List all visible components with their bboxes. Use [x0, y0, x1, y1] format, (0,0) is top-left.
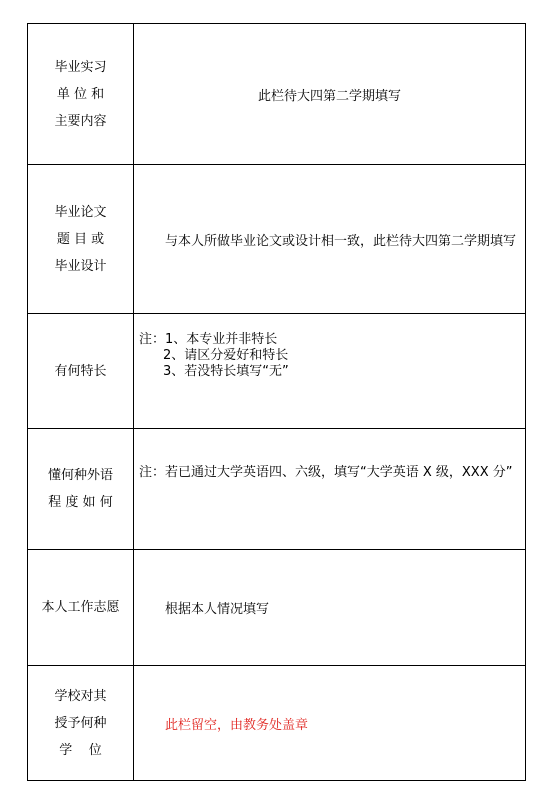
label-line: 程 度 如 何 — [48, 495, 113, 510]
label-line: 学 位 — [59, 742, 102, 758]
label-line: 授予何种 — [54, 715, 107, 731]
table-row — [28, 314, 526, 429]
label-line: 主要内容 — [54, 113, 107, 129]
label-line: 毕业实习 — [54, 59, 107, 75]
content-internship — [134, 24, 526, 165]
label-line: 学校对其 — [54, 688, 107, 704]
specialty-notes — [134, 332, 525, 380]
language-note — [134, 465, 525, 481]
table-row — [28, 666, 526, 781]
content-language — [134, 429, 526, 550]
label-line: 有何特长 — [54, 363, 107, 379]
label-degree — [28, 666, 134, 781]
content-text: 此栏待大四第二学期填写 — [257, 88, 401, 104]
label-line: 毕业论文 — [54, 204, 107, 220]
label-line: 懂何种外语 — [47, 468, 113, 483]
table-row — [28, 165, 526, 314]
content-thesis — [134, 165, 526, 314]
table-row — [28, 24, 526, 165]
label-internship — [28, 24, 134, 165]
note-line: 注：1、本专业并非特长 — [139, 332, 278, 347]
note-line: 3、若没特长填写“无” — [163, 364, 289, 379]
label-language — [28, 429, 134, 550]
content-specialty — [134, 314, 526, 429]
label-line: 单 位 和 — [56, 86, 105, 102]
content-text-red: 此栏留空，由教务处盖章 — [165, 717, 309, 733]
content-text: 根据本人情况填写 — [165, 602, 270, 617]
label-line: 毕业设计 — [54, 258, 107, 274]
content-degree — [134, 666, 526, 781]
registration-form-table — [27, 23, 526, 781]
label-specialty — [28, 314, 134, 429]
label-line: 题 目 或 — [56, 231, 105, 247]
table-row — [28, 429, 526, 550]
label-line: 本人工作志愿 — [41, 600, 120, 615]
note-line: 2、请区分爱好和特长 — [163, 348, 289, 363]
note-line: 注：若已通过大学英语四、六级，填写“大学英语 X 级，XXX 分” — [139, 465, 513, 480]
table-row — [28, 550, 526, 666]
label-thesis — [28, 165, 134, 314]
content-text: 与本人所做毕业论文或设计相一致，此栏待大四第二学期填写 — [165, 233, 517, 249]
content-career-wish — [134, 550, 526, 666]
label-career-wish — [28, 550, 134, 666]
